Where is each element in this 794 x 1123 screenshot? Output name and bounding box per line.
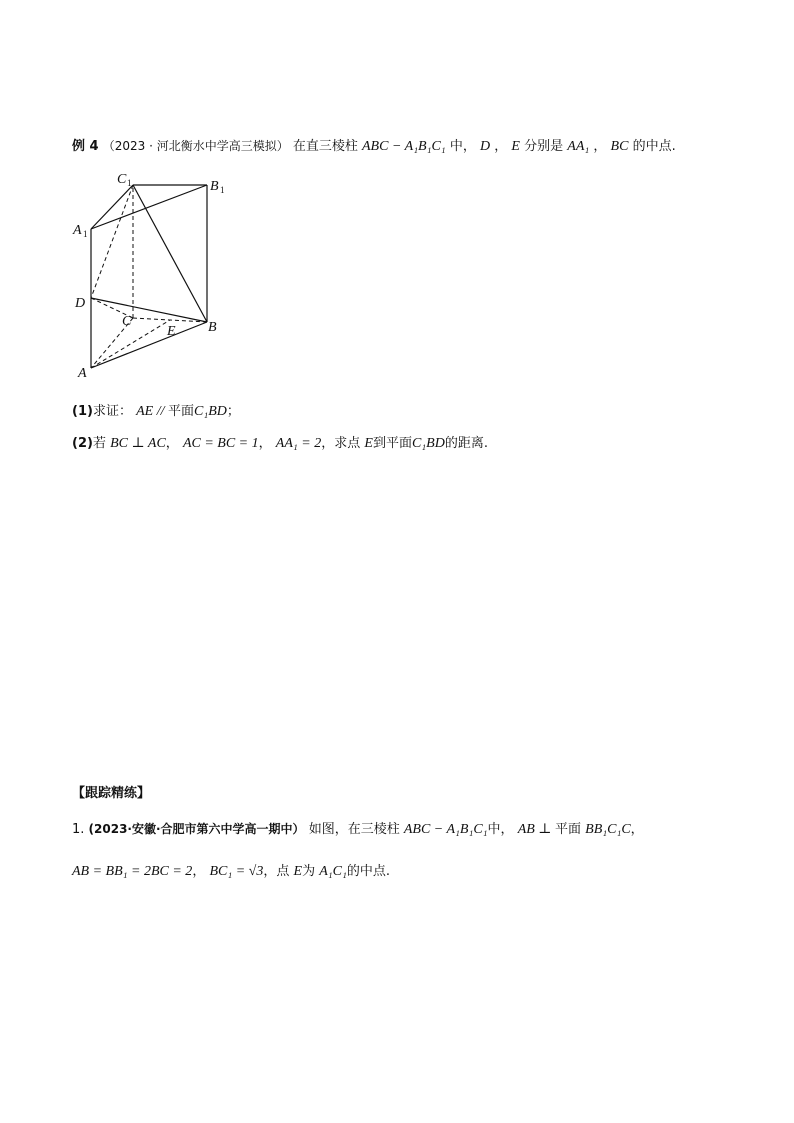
edge-c1b [133,185,207,322]
item1-text2: 中， [487,822,514,837]
example-are: 分别是 [524,139,564,154]
svg-text:1: 1 [127,178,132,188]
q2-cond3: AA₁ = 2 [275,436,322,451]
item1-point: E [293,864,303,879]
item1-number: 1. [72,822,85,837]
q2-cond1: BC ⊥ AC [110,436,166,451]
example-sep: ， [494,139,508,154]
q2-sep2: ， [258,436,272,451]
q2-cond2: AC = BC = 1 [182,436,259,451]
example-intro: 在直三棱柱 [292,139,358,154]
item1-sep2: ， [192,864,206,879]
item1-prism: ABC − A₁B₁C₁ [403,822,488,837]
label-d: D [75,296,86,311]
example-line [72,135,676,155]
item1-sep: ， [630,822,644,837]
q1-math: AE // [136,404,168,419]
item1-a1c1: A₁C₁ [319,864,347,879]
q2-point: E [364,436,373,451]
item1-line2-math: AB = BB₁ = 2BC = 2 [72,864,193,879]
q2-plane: C₁BD [411,436,445,451]
q2-prefix: 若 [92,436,106,451]
q1-end: ； [226,404,240,419]
q1-plane: C₁BD [194,404,227,419]
label-a1: A [73,223,82,238]
example-mid: 中， [449,139,476,154]
practice-item-1-line-1 [72,818,644,838]
example-point-d: D [479,139,491,154]
practice-item-1-line-2 [72,860,390,880]
label-e: E [167,324,176,339]
item1-text5: 的中点. [346,864,390,879]
question-1 [72,400,240,420]
q2-text3: 的距离. [444,436,488,451]
edge-c1d [91,185,133,298]
q2-text1: ，求点 [321,436,361,451]
label-c1: C [117,172,127,187]
example-source: （2023 · 河北衡水中学高三模拟） [102,139,289,153]
q2-number: (2) [72,436,93,451]
label-b1: B [210,179,219,194]
example-sep-2: ， [593,139,607,154]
q1-number: (1) [72,404,93,419]
svg-text:1: 1 [220,185,225,195]
label-b: B [208,320,217,335]
svg-text:1: 1 [83,229,88,239]
prism-figure [70,168,240,383]
example-tail: 的中点. [632,139,676,154]
example-label: 例 4 [72,139,99,154]
question-2 [72,432,488,452]
edge-a1b1 [91,185,207,229]
edge-c1a1 [91,185,133,229]
label-a: A [78,366,87,381]
edge-ab [91,322,207,368]
item1-plane: BB₁C₁C [585,822,631,837]
item1-plane-word: 平面 [554,822,581,837]
example-point-e: E [511,139,520,154]
q1-plane-word: 平面 [167,404,194,419]
item1-bc1: BC₁ = √3 [209,864,264,879]
item1-text4: 为 [302,864,316,879]
item1-source: (2023·安徽·合肥市第六中学高一期中） [88,822,305,836]
label-c: C [122,314,132,329]
q1-prefix: 求证： [92,404,132,419]
example-bc: BC [610,139,629,154]
item1-text3: ，点 [263,864,290,879]
item1-cond1: AB ⊥ [517,822,555,837]
example-prism: ABC − A₁B₁C₁ [362,139,446,154]
q2-sep1: ， [165,436,179,451]
example-aa1: AA₁ [567,139,590,154]
item1-text1: 如图，在三棱柱 [308,822,400,837]
practice-header: 【跟踪精练】 [72,786,151,801]
q2-text2: 到平面 [372,436,412,451]
